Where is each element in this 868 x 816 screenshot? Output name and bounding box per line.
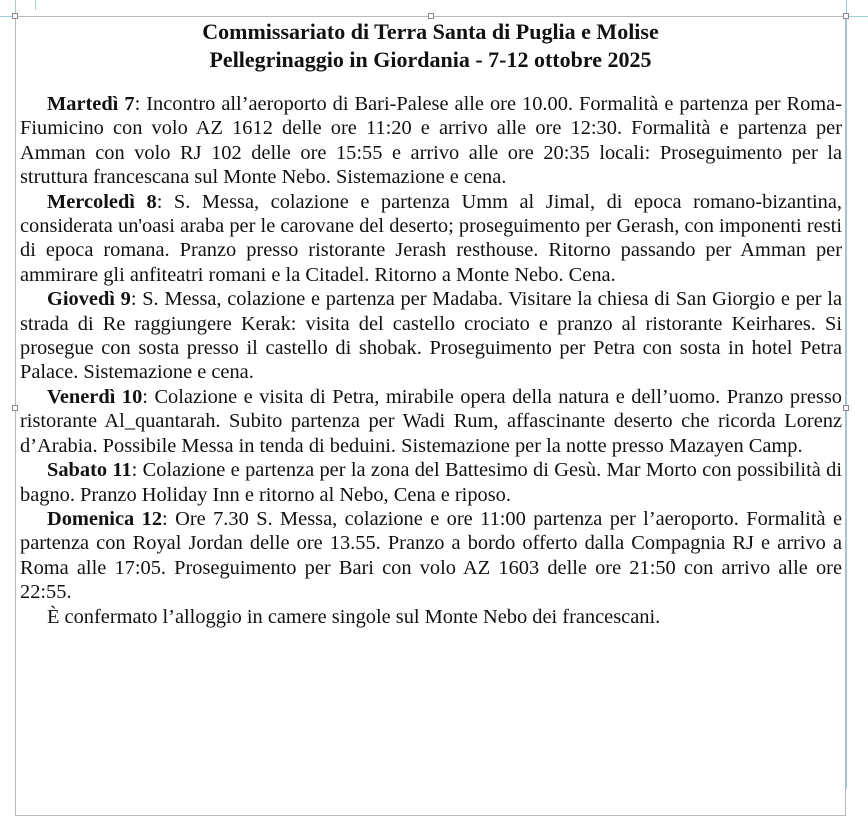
header-subtitle: Pellegrinaggio in Giordania - 7-12 ottobre 2025 (209, 47, 652, 72)
header-title: Commissariato di Terra Santa di Puglia e Molise (202, 19, 659, 44)
day-label: Domenica 12 (47, 507, 163, 530)
day-text: : Colazione e partenza per la zona del Battesimo di Gesù. Mar Morto con possibilità di bagno. Pranzo Holiday Inn e ritorno al Nebo, Cena e riposo. (20, 459, 843, 506)
frame-handle-left-middle[interactable] (12, 405, 18, 411)
frame-handle-right-middle[interactable] (843, 405, 849, 411)
day-label: Giovedì 9 (47, 288, 131, 311)
day-label: Mercoledì 8 (47, 190, 157, 213)
day-text: : S. Messa, colazione e partenza Umm al Jimal, di epoca romano-bizantina, considerata un'oasi araba per le carovane del deserto; proseguimento per Gerash, con imponenti resti di epoca romana. Pranzo presso ristorante Jerash resthouse. Ritorno passando per Amman per ammirare gli anfiteatri romani e la Citadel. Ritorno a Monte Nebo. Cena. (20, 190, 842, 286)
day-text: : S. Messa, colazione e partenza per Madaba. Visitare la chiesa di San Giorgio e per la strada di Re raggiungere Kerak: visita del castello crociato e pranzo al ristorante Keirhares. Si prosegue con sosta presso il castello di shobak. Proseguimento per Petra con sosta in hotel Petra Palace. Sistemazione e cena. (20, 288, 842, 384)
day-label: Sabato 11 (47, 459, 132, 482)
day-paragraph (20, 385, 842, 458)
day-text: : Incontro all’aeroporto di Bari-Palese alle ore 10.00. Formalità e partenza per Roma-Fiumicino con volo AZ 1612 delle ore 11:20 e arrivo alle ore 12:30. Formalità e partenza per Amman con volo RJ 102 delle ore 15:55 e arrivo alle ore 20:35 locali: Proseguimento per la struttura francescana sul Monte Nebo. Sistemazione e cena. (20, 93, 842, 189)
footer-note: È confermato l’alloggio in camere singole sul Monte Nebo dei francescani. (47, 605, 661, 628)
day-paragraph (20, 190, 842, 288)
document-header (15, 18, 846, 74)
day-label: Martedì 7 (47, 93, 135, 115)
day-text: : Ore 7.30 S. Messa, colazione e ore 11:00 partenza per l’aeroporto. Formalità e partenza con Royal Jordan delle ore 13.55. Pranzo a bordo offerto dalla Compagnia RJ e arrivo a Roma alle 17:05. Proseguimento per Bari con volo AZ 1603 delle ore 21:50 con arrivo alle ore 22:55. (20, 507, 843, 604)
day-paragraph (20, 458, 842, 507)
guide-right (846, 0, 847, 789)
day-paragraph (20, 287, 842, 385)
itinerary-body[interactable] (20, 92, 842, 629)
guide-margin (35, 0, 36, 10)
day-label: Venerdì 10 (47, 385, 143, 408)
day-text: : Colazione e visita di Petra, mirabile opera della natura e dell’uomo. Pranzo presso ristorante Al_quantarah. Subito partenza per Wadi Rum, affascinante deserto che ricorda Lorenz d’Arabia. Possibile Messa in tenda di beduini. Sistemazione per la notte presso Mazayen Camp. (20, 385, 842, 457)
day-paragraph (20, 92, 842, 190)
day-paragraph (20, 507, 842, 605)
